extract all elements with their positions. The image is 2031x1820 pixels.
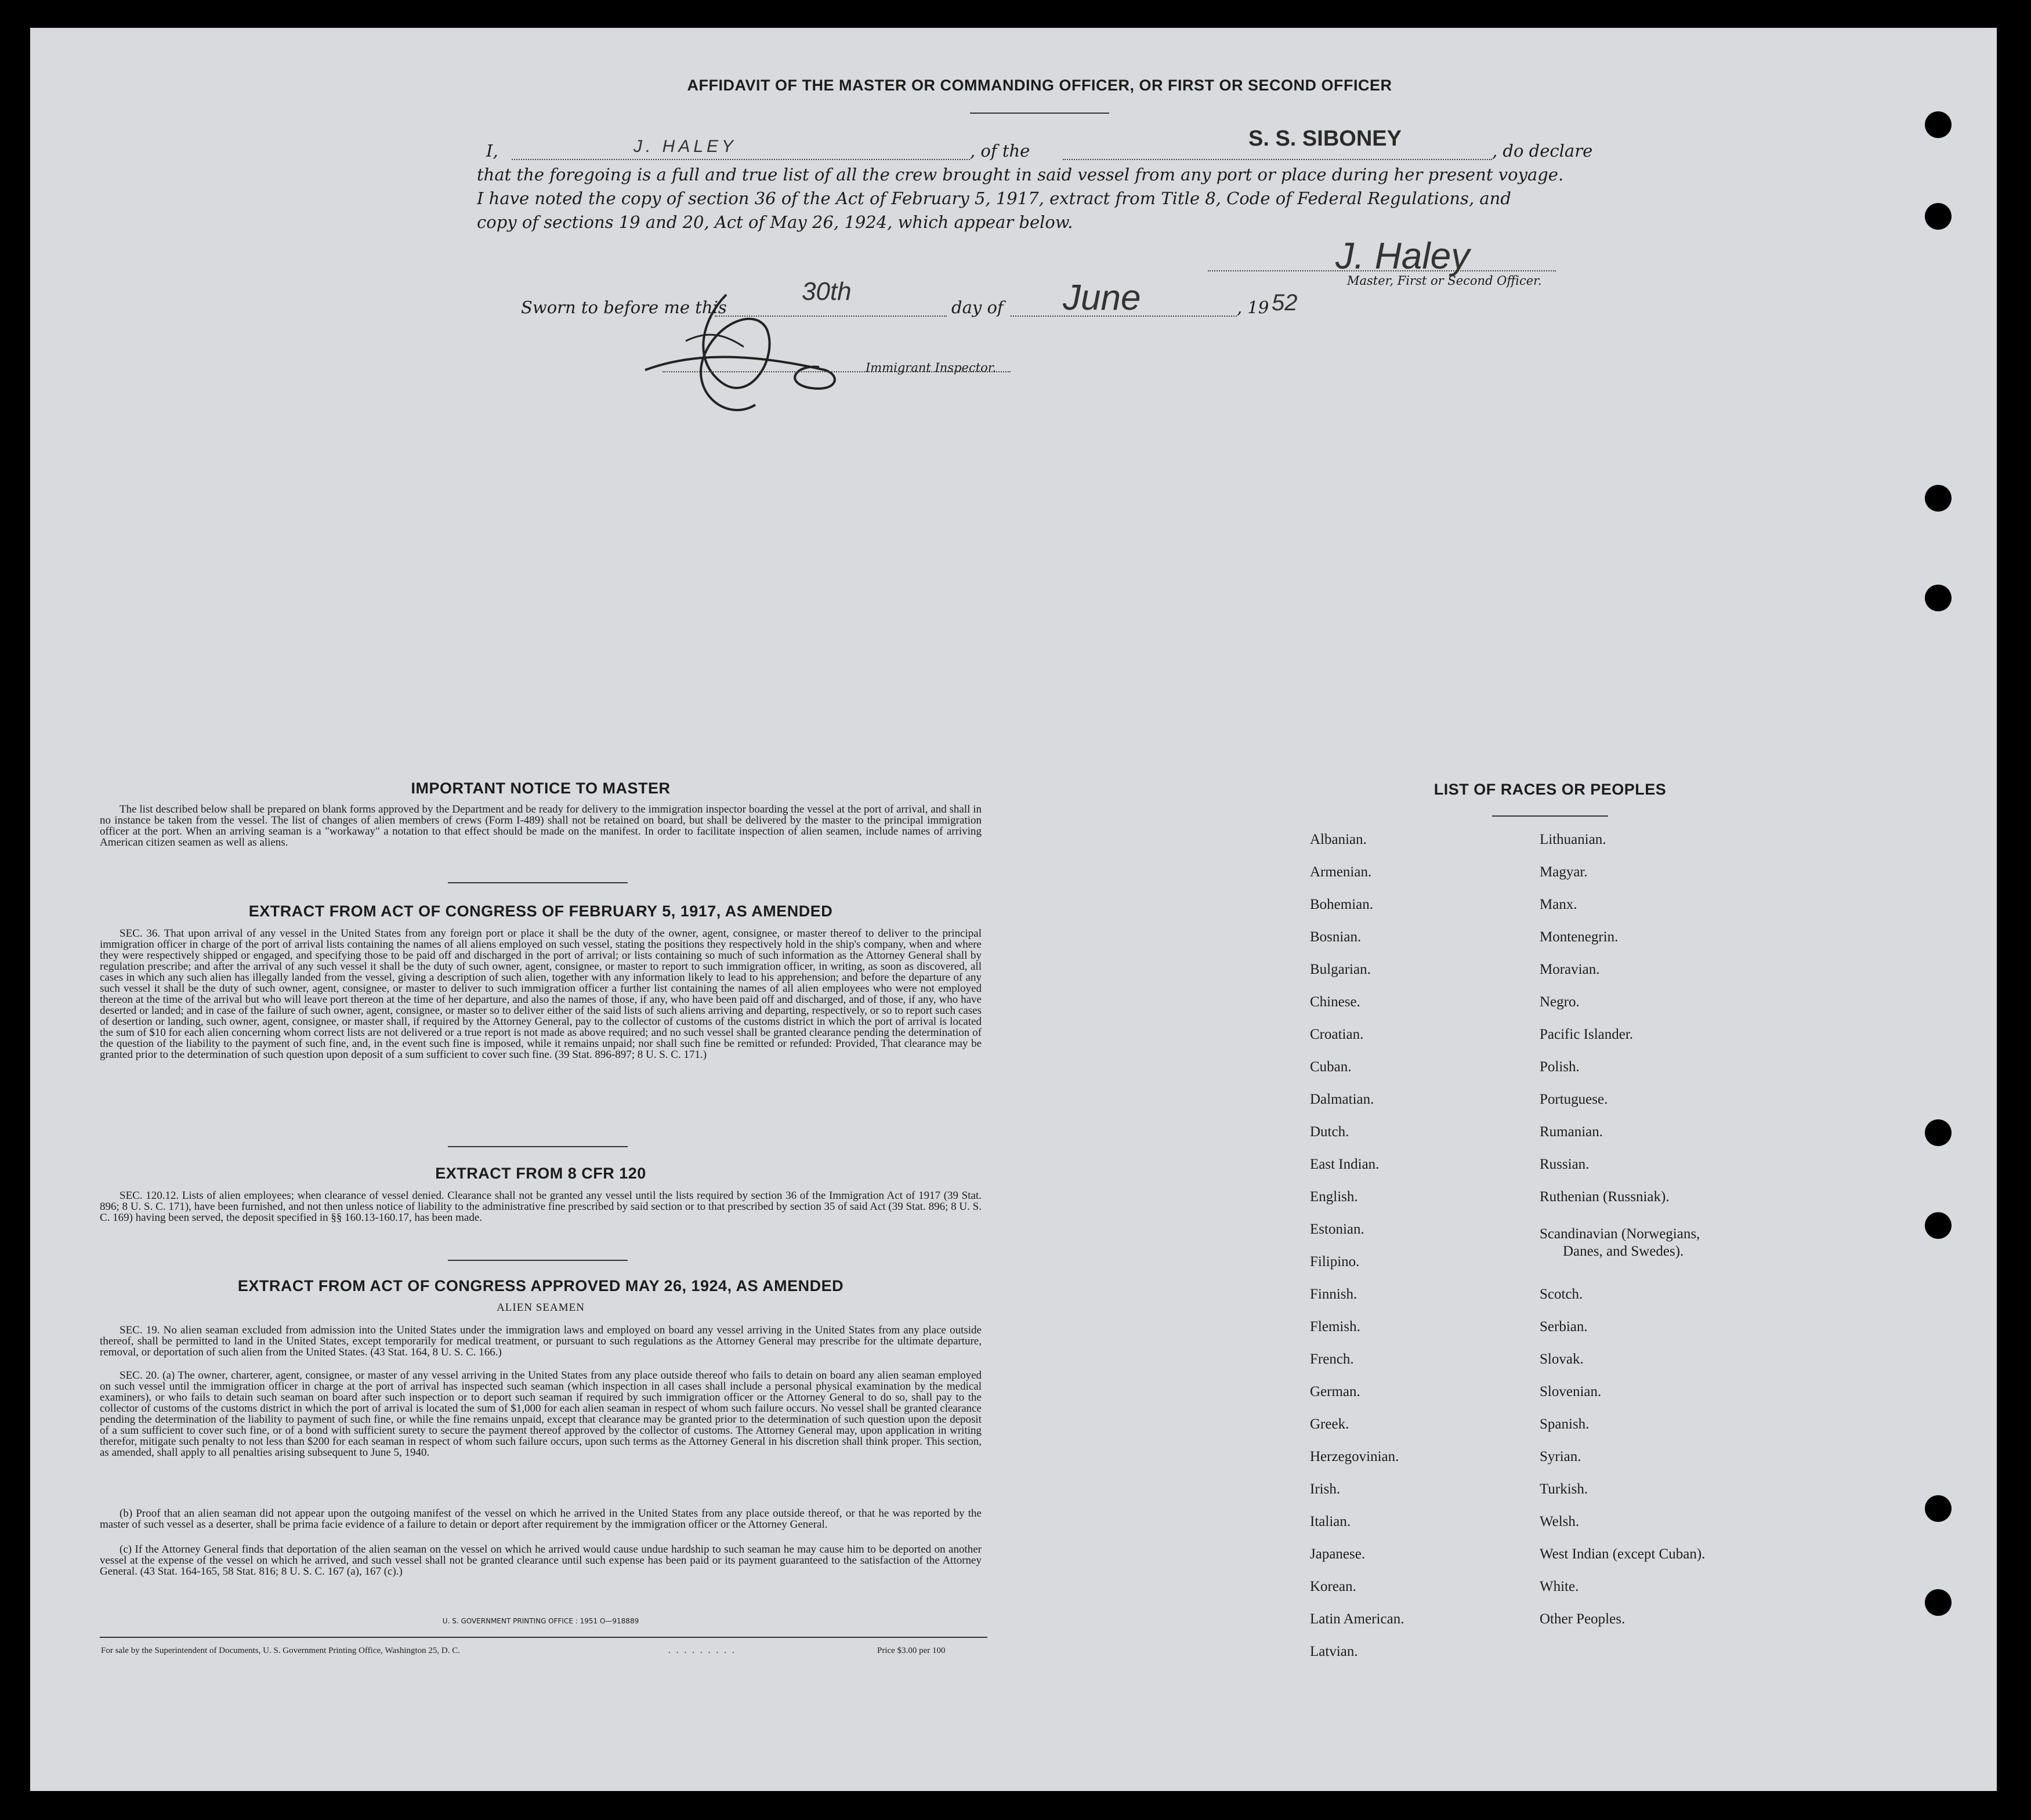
alien-seamen-subtitle: ALIEN SEAMEN: [497, 1301, 585, 1314]
sec-20c-body: (c) If the Attorney General finds that deportation of the alien seaman on the vessel on which he arrived would cause undue hardship to such seaman he may cause him to be deported on another vessel at the expense of the vessel on which he arrived, and such vessel shall not be granted clearance until such expense has been paid or its payment guaranteed to the satisfaction of the Attorney General. (43 Stat. 164-165, 58 Stat. 816; 8 U. S. C. 167 (a), 167 (c).): [100, 1543, 982, 1578]
punch-hole: [1925, 585, 1952, 611]
do-declare-label: , do declare: [1492, 141, 1593, 161]
race-right-2: Magyar.: [1540, 864, 1588, 880]
race-left-5: Bulgarian.: [1310, 962, 1371, 977]
affidavit-line-2: that the foregoing is a full and true list of all the crew brought in said vessel from any port or place during her present voyage.: [477, 165, 1564, 184]
race-left-21: Irish.: [1310, 1481, 1341, 1497]
footer-left: For sale by the Superintendent of Documents, U. S. Government Printing Office, Washington 25, D. C.: [101, 1646, 460, 1655]
race-left-3: Bohemian.: [1310, 897, 1374, 912]
punch-hole: [1925, 111, 1952, 138]
race-right-8: Polish.: [1540, 1059, 1580, 1075]
notice-divider: [448, 882, 628, 883]
races-divider: [1492, 815, 1608, 817]
race-left-18: German.: [1310, 1384, 1360, 1400]
race-left-7: Croatian.: [1310, 1027, 1364, 1042]
race-left-4: Bosnian.: [1310, 929, 1362, 945]
document-page: [30, 28, 1997, 1791]
inspector-caption: Immigrant Inspector.: [866, 361, 997, 375]
sec-20b-body: (b) Proof that an alien seaman did not appear upon the outgoing manifest of the vessel on which he arrived in the United States from any place outside thereof, or that he was reported by the master of such vessel as a deserter, shall be prima facie evidence of a failure to detain or deport after requirement by the immigration officer or the Attorney General.: [100, 1507, 982, 1531]
month-handwritten: June: [1063, 278, 1141, 318]
year-handwritten: 52: [1272, 290, 1298, 316]
year-prefix: , 19: [1237, 298, 1269, 317]
race-left-12: English.: [1310, 1189, 1358, 1205]
vessel-line: [1063, 159, 1492, 160]
race-right-13-cont: Danes, and Swedes).: [1563, 1243, 1684, 1259]
race-right-7: Pacific Islander.: [1540, 1027, 1634, 1042]
race-left-22: Italian.: [1310, 1514, 1351, 1529]
footer-leader: .........: [668, 1646, 740, 1655]
race-left-15: Finnish.: [1310, 1286, 1357, 1302]
printer-line: U. S. GOVERNMENT PRINTING OFFICE : 1951 O—918889: [442, 1617, 639, 1625]
race-right-16: Slovak.: [1540, 1351, 1584, 1367]
race-right-6: Negro.: [1540, 994, 1580, 1010]
punch-hole: [1925, 1212, 1952, 1239]
i-label: I,: [486, 141, 498, 161]
master-signature-handwritten: J. Haley: [1335, 235, 1470, 277]
race-left-9: Dalmatian.: [1310, 1092, 1374, 1107]
title-divider: [970, 113, 1109, 114]
race-right-20: Turkish.: [1540, 1481, 1588, 1497]
race-right-9: Portuguese.: [1540, 1092, 1608, 1107]
punch-hole: [1925, 1119, 1952, 1146]
extract-1917-divider: [448, 1146, 628, 1147]
race-right-17: Slovenian.: [1540, 1384, 1602, 1400]
extract-1917-body: SEC. 36. That upon arrival of any vessel in the United States from any foreign port or place it shall be the duty of the owner, agent, consignee, or master thereof to deliver to the principal immigration officer in charge of the port of arrival lists containing the names of all aliens employed on such vessel, stating the positions they respectively hold in the ship's company, when and where they were respectively shipped or engaged, and specifying those to be paid off and discharged in the port of arrival; or lists containing so much of such information as the Attorney General shall by regulation prescribe; and after the arrival of any such vessel it shall be the duty of such owner, agent, consignee, or master to report to such immigration officer, in writing, as soon as discovered, all cases in which any such alien has illegally landed from the vessel, giving a description of such alien, together with any information likely to lead to his apprehension; and before the departure of any such vessel it shall be the duty of such owner, agent, consignee, or master to deliver to such immigration officer a further list containing the names of all alien employees who were not employed thereon at the time of the arrival but who will leave port thereon at the time of her departure, and also the names of those, if any, who have been paid off and discharged, and of those, if any, who have deserted or landed; and in case of the failure of such owner, agent, consignee, or master so to deliver either of the said lists of such aliens arriving and departing, respectively, or so to report such cases of desertion or landing, such owner, agent, consignee, or master shall, if required by the Attorney General, pay to the collector of customs of the customs district in which the port of arrival is located the sum of $10 for each alien concerning whom correct lists are not delivered or a true report is not made as above required; and no such vessel shall be granted clearance pending the determination of the question of the liability to the payment of such fine, and, in the event such fine is imposed, while it remains unpaid; nor shall such fine be remitted or refunded: Provided, That clearance may be granted prior to the determination of such question upon deposit of a sum sufficient to cover such fine. (39 Stat. 896-897; 8 U. S. C. 171.): [100, 927, 982, 1061]
race-right-12: Ruthenian (Russniak).: [1540, 1189, 1670, 1205]
races-title: LIST OF RACES OR PEOPLES: [1433, 781, 1667, 798]
race-left-19: Greek.: [1310, 1416, 1349, 1432]
race-right-24: Other Peoples.: [1540, 1611, 1625, 1627]
race-left-8: Cuban.: [1310, 1059, 1352, 1075]
signature-caption: Master, First or Second Officer.: [1347, 274, 1542, 288]
master-name-handwritten: J. HALEY: [633, 137, 737, 156]
race-right-3: Manx.: [1540, 897, 1577, 912]
extract-cfr-body: SEC. 120.12. Lists of alien employees; when clearance of vessel denied. Clearance shall not be granted any vessel until the lists required by section 36 of the Immigration Act of 1917 (39 Stat. 896; 8 U. S. C. 171), have been furnished, and not then unless notice of liability to the administrative fine prescribed by said section or to that prescribed by section 35 of said Act (39 Stat. 896; 8 U. S. C. 169) having been served, the deposit specified in §§ 160.13-160.17, has been made.: [100, 1190, 982, 1224]
race-left-13: Estonian.: [1310, 1221, 1364, 1237]
affidavit-line-3: I have noted the copy of section 36 of the Act of February 5, 1917, extract from Title 8, Code of Federal Regulations, and: [477, 188, 1511, 208]
punch-hole: [1925, 1589, 1952, 1616]
affidavit-line-4: copy of sections 19 and 20, Act of May 26, 1924, which appear below.: [477, 212, 1073, 232]
extract-1924-title: EXTRACT FROM ACT OF CONGRESS APPROVED MAY 26, 1924, AS AMENDED: [237, 1277, 844, 1295]
day-handwritten: 30th: [802, 277, 852, 306]
punch-hole: [1925, 1495, 1952, 1522]
race-right-19: Syrian.: [1540, 1449, 1581, 1464]
race-left-16: Flemish.: [1310, 1319, 1360, 1335]
race-left-2: Armenian.: [1310, 864, 1372, 880]
affidavit-title: AFFIDAVIT OF THE MASTER OR COMMANDING OFFICER, OR FIRST OR SECOND OFFICER: [687, 77, 1392, 94]
race-left-24: Korean.: [1310, 1579, 1356, 1594]
extract-cfr-divider: [448, 1260, 628, 1261]
race-left-26: Latvian.: [1310, 1644, 1358, 1659]
master-name-line: [512, 159, 970, 160]
race-left-11: East Indian.: [1310, 1156, 1380, 1172]
punch-hole: [1925, 203, 1952, 230]
sec-20a-body: SEC. 20. (a) The owner, charterer, agent, consignee, or master of any vessel arriving in the United States from any place outside thereof who fails to detain on board any alien seaman employed on such vessel until the immigration officer in charge at the port of arrival has inspected such seaman (which inspection in all cases shall include a personal physical examination by the medical examiners), or who fails to detain such seaman on board after such inspection or to deport such seaman if required by such immigration officer or the Attorney General to do so, shall pay to the collector of customs of the customs district in which the port of arrival is located the sum of $1,000 for each alien seaman in respect of whom such failure occurs. No vessel shall be granted clearance pending the determination of the liability to payment of such fine, or while the fine remains unpaid, except that clearance may be granted prior to the determination of such question upon the deposit of a sum sufficient to cover such fine, or of a bond with sufficient surety to secure the payment thereof approved by the collector of customs. The Attorney General may, upon application in writing therefor, mitigate such penalty to not less than $200 for each seaman in respect of whom such failure occurs, upon such terms as the Attorney General in his discretion shall think proper. This section, as amended, shall apply to all penalties arising subsequent to June 5, 1940.: [100, 1369, 982, 1459]
race-right-18: Spanish.: [1540, 1416, 1590, 1432]
race-right-5: Moravian.: [1540, 962, 1600, 977]
notice-title: IMPORTANT NOTICE TO MASTER: [411, 780, 671, 797]
vessel-name: S. S. SIBONEY: [1248, 126, 1402, 151]
race-left-1: Albanian.: [1310, 832, 1367, 847]
race-left-14: Filipino.: [1310, 1254, 1360, 1270]
footer-rule: [100, 1637, 987, 1638]
race-right-14: Scotch.: [1540, 1286, 1583, 1302]
race-right-23: White.: [1540, 1579, 1579, 1594]
race-right-1: Lithuanian.: [1540, 832, 1606, 847]
extract-1917-title: EXTRACT FROM ACT OF CONGRESS OF FEBRUARY 5, 1917, AS AMENDED: [248, 902, 833, 920]
race-right-22: West Indian (except Cuban).: [1540, 1546, 1706, 1562]
race-right-4: Montenegrin.: [1540, 929, 1619, 945]
race-right-21: Welsh.: [1540, 1514, 1580, 1529]
race-left-25: Latin American.: [1310, 1611, 1404, 1627]
extract-cfr-title: EXTRACT FROM 8 CFR 120: [435, 1165, 646, 1182]
sworn-label: Sworn to before me this: [521, 298, 727, 317]
race-left-20: Herzegovinian.: [1310, 1449, 1399, 1464]
race-right-11: Russian.: [1540, 1156, 1590, 1172]
punch-hole: [1925, 485, 1952, 512]
race-left-6: Chinese.: [1310, 994, 1360, 1010]
footer-right: Price $3.00 per 100: [877, 1646, 946, 1655]
race-right-15: Serbian.: [1540, 1319, 1588, 1335]
of-the-label: , of the: [970, 141, 1030, 161]
race-left-23: Japanese.: [1310, 1546, 1366, 1562]
race-right-10: Rumanian.: [1540, 1124, 1603, 1140]
notice-body: The list described below shall be prepared on blank forms approved by the Department and be ready for delivery to the immigration inspector boarding the vessel at the port of arrival, and shall in no instance be taken from the vessel. The list of changes of alien members of crews (Form I-489) shall not be retained on board, but shall be delivered by the master to the principal immigration officer at the port. When an arriving seaman is a "workaway" a notation to that effect should be made on the manifest. In order to facilitate inspection of alien seamen, include names of arriving American citizen seamen as well as aliens.: [100, 803, 982, 849]
sec-19-body: SEC. 19. No alien seaman excluded from admission into the United States under the immigration laws and employed on board any vessel arriving in the United States from any place outside thereof, shall be permitted to land in the United States, except temporarily for medical treatment, or pursuant to such regulations as the Attorney General may prescribe for the ultimate departure, removal, or deportation of such alien from the United States. (43 Stat. 164, 8 U. S. C. 166.): [100, 1324, 982, 1358]
race-right-13: Scandinavian (Norwegians,: [1540, 1226, 1700, 1242]
day-of-label: day of: [951, 298, 1004, 317]
race-left-10: Dutch.: [1310, 1124, 1349, 1140]
race-left-17: French.: [1310, 1351, 1354, 1367]
inspector-signature: [633, 271, 877, 434]
